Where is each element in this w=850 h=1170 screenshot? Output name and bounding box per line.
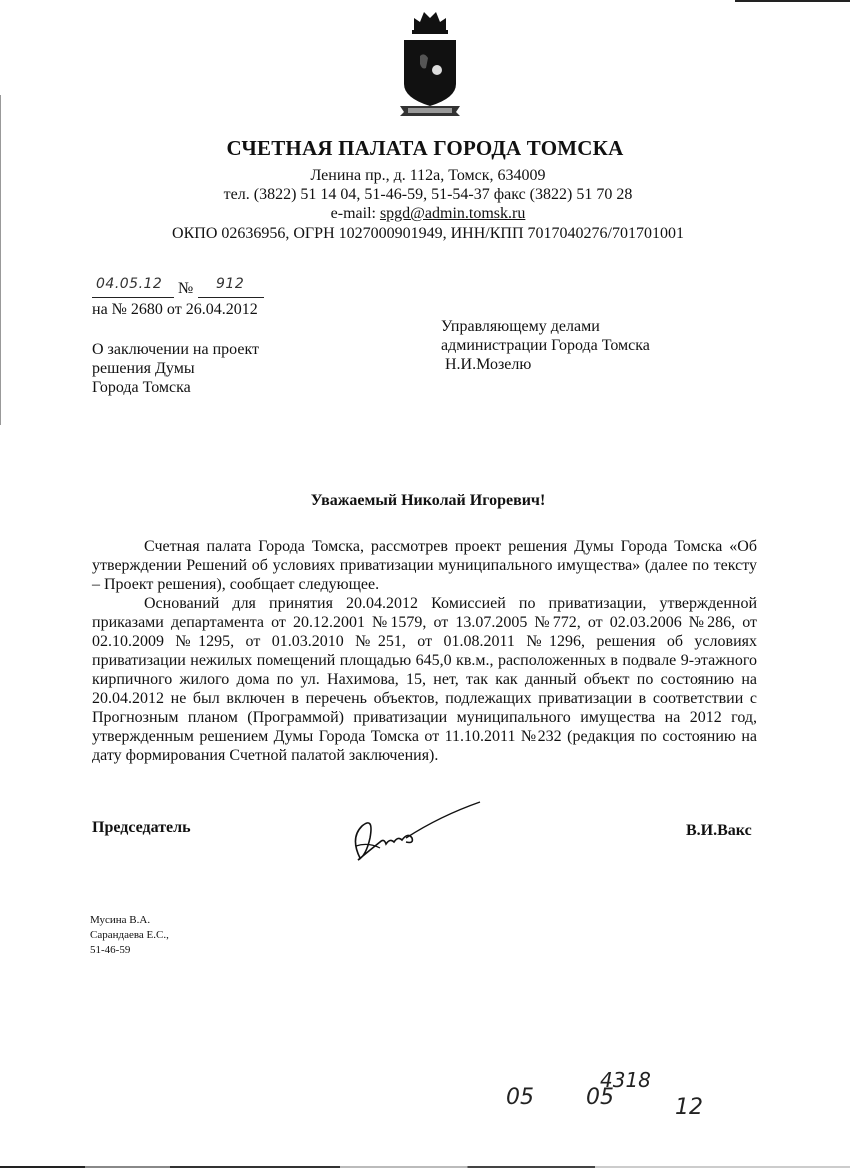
body-paragraph-1 [92, 537, 757, 594]
body-paragraph-2 [92, 594, 757, 765]
addressee-line: администрации Города Томска [441, 337, 650, 354]
salutation: Уважаемый Николай Игоревич! [310, 492, 546, 509]
executor-line: 51-46-59 [90, 944, 131, 956]
incoming-month-handwritten: 05 [586, 1085, 614, 1110]
handwritten-signature-icon [340, 798, 490, 868]
letter-subject [92, 340, 259, 397]
addressee-line: Н.И.Мозелю [441, 356, 532, 373]
signatory-name: В.И.Вакс [686, 822, 752, 839]
email-label: e-mail: [330, 205, 380, 222]
organization-name: СЧЕТНАЯ ПАЛАТА ГОРОДА ТОМСКА [226, 136, 624, 160]
subject-line: О заключении на проект [92, 341, 259, 358]
paragraph-text: Счетная палата Города Томска, рассмотрев проект решения Думы Города Томска «Об утверждении Решений об условиях приватизации муниципального имущества» (далее по тексту – Проект решения), сообщает следующее. [92, 538, 757, 593]
executor-info [90, 913, 169, 958]
addressee-line: Управляющему делами [441, 318, 600, 335]
incoming-year-handwritten: 12 [675, 1095, 703, 1120]
outgoing-date-handwritten: 04.05.12 [96, 276, 163, 292]
scan-artifact-top [735, 0, 850, 2]
scan-artifact-bottom [0, 1166, 850, 1168]
executor-line: Мусина В.А. [90, 914, 151, 926]
date-underline [92, 297, 174, 298]
signatory-title: Председатель [92, 819, 191, 836]
outgoing-number-handwritten: 912 [216, 276, 245, 292]
paragraph-text: Оснований для принятия 20.04.2012 Комиссией по приватизации, утвержденной приказами департамента от 20.12.2001 №1579, от 13.07.2005 №772, от 02.03.2006 №286, от 02.10.2009 №1295, от 01.03.2010 №251, от 01.08.2011 №1296, решения об условиях приватизации нежилых помещений площадью 645,0 кв.м., расположенных в подвале 9-этажного кирпичного жилого дома по ул. Нахимова, 15, нет, так как данный объект по состоянию на 20.04.2012 не был включен в перечень объектов, подлежащих приватизации в соответствии с Прогнозным планом (Программой) приватизации муниципального имущества на 2012 год, утвержденным решением Думы Города Томска от 11.10.2011 №232 (редакция по состоянию на дату формирования Счетной палатой заключения). [92, 595, 757, 764]
organization-phones: тел. (3822) 51 14 04, 51-46-59, 51-54-37 факс (3822) 51 70 28 [223, 186, 633, 203]
number-underline [198, 297, 264, 298]
subject-line: решения Думы [92, 360, 195, 377]
reference-number: на № 2680 от 26.04.2012 [92, 301, 258, 318]
subject-line: Города Томска [92, 379, 191, 396]
incoming-number-handwritten: 4318 [600, 1068, 651, 1092]
coat-of-arms-icon [396, 4, 464, 116]
incoming-day-handwritten: 05 [506, 1085, 534, 1110]
executor-line: Сарандаева Е.С., [90, 929, 169, 941]
addressee-block [441, 317, 650, 374]
organization-registry-codes: ОКПО 02636956, ОГРН 1027000901949, ИНН/КПП 7017040276/701701001 [172, 225, 684, 242]
number-label: № [178, 280, 194, 297]
email-link[interactable]: spgd@admin.tomsk.ru [379, 205, 526, 222]
organization-address: Ленина пр., д. 112а, Томск, 634009 [310, 167, 546, 184]
organization-email-line [0, 205, 850, 223]
